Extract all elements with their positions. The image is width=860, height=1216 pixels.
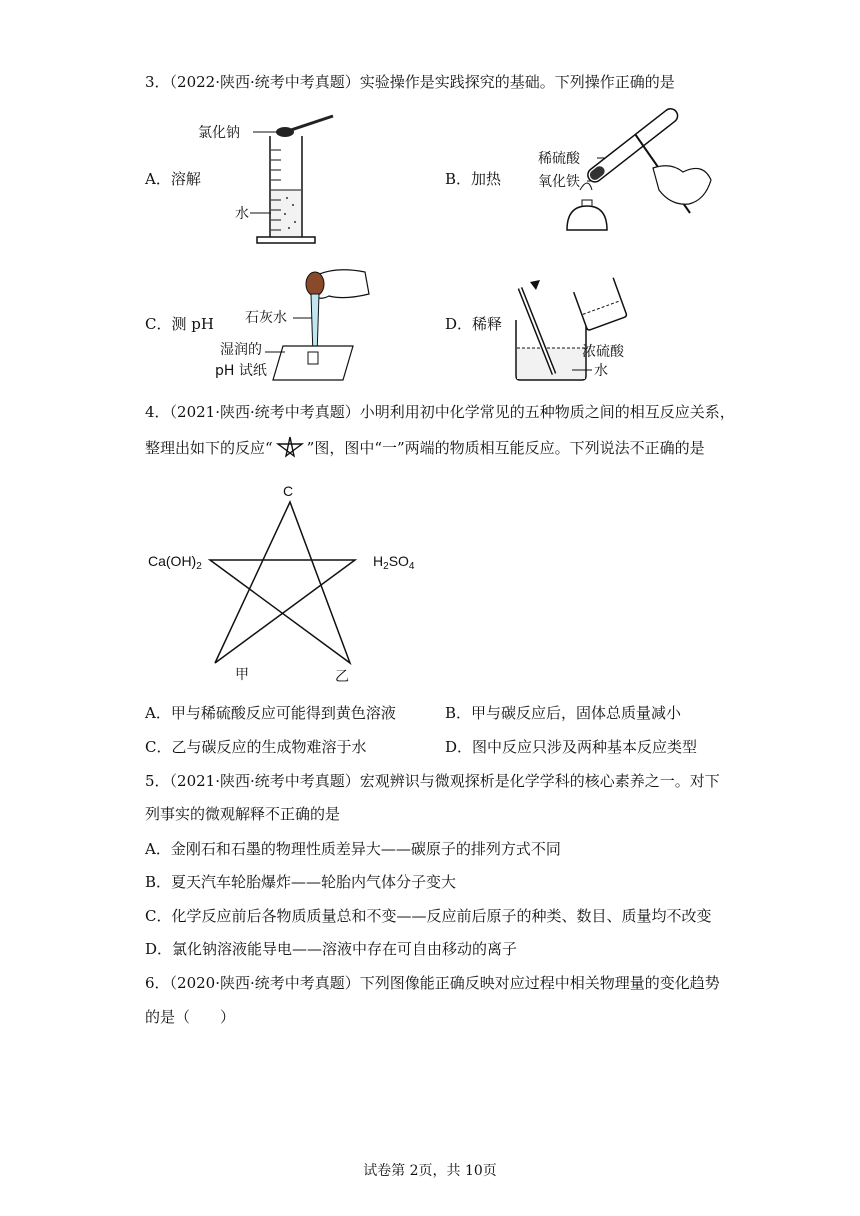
q3-figure-dissolve (195, 110, 355, 250)
q6-stem-line1: 6．（2020·陕西·统考中考真题）下列图像能正确反映对应过程中相关物理量的变化趋势 (145, 974, 720, 992)
q3-option-b: B．加热 (445, 170, 502, 188)
label-limewater: 石灰水 (245, 310, 287, 326)
label-concentrated-sulfuric-acid: 浓硫酸 (582, 344, 624, 360)
q4-stem-line2 (145, 437, 705, 458)
q4-stem-line2-start: 整理出如下的反应“ (145, 439, 273, 457)
q5-option-d: D．氯化钠溶液能导电——溶液中存在可自由移动的离子 (145, 940, 518, 958)
q5-option-c: C．化学反应前后各物质质量总和不变——反应前后原子的种类、数目、质量均不改变 (145, 907, 712, 925)
q4-option-b: B．甲与碳反应后，固体总质量减小 (445, 704, 682, 722)
label-dilute-sulfuric-acid: 稀硫酸 (538, 151, 580, 167)
q5-option-a: A．金刚石和石墨的物理性质差异大——碳原子的排列方式不同 (145, 840, 561, 858)
star-icon (273, 437, 307, 457)
q5-stem-line1: 5．（2021·陕西·统考中考真题）宏观辨识与微观探析是化学学科的核心素养之一。对下 (145, 772, 720, 790)
star-node-bottom-left: 甲 (235, 667, 249, 683)
q3-option-a: A．溶解 (145, 170, 201, 188)
q4-stem-line2-end: ”图，图中“一”两端的物质相互能反应。下列说法不正确的是 (306, 439, 705, 457)
q6-stem-line2: 的是（ ） (145, 1008, 236, 1026)
label-ph-paper: pH 试纸 (215, 363, 267, 379)
q4-reaction-star-diagram (145, 480, 435, 685)
q5-option-b: B．夏天汽车轮胎爆炸——轮胎内气体分子变大 (145, 873, 457, 891)
label-water-d: 水 (594, 363, 608, 379)
q3-figure-dilution (510, 276, 660, 386)
q4-stem-line1: 4．（2021·陕西·统考中考真题）小明利用初中化学常见的五种物质之间的相互反应关系， (145, 403, 735, 421)
label-wet: 湿润的 (220, 342, 262, 358)
label-sodium-chloride: 氯化钠 (198, 125, 240, 141)
page-footer: 试卷第 2页，共 10页 (363, 1163, 497, 1179)
q4-option-c: C．乙与碳反应的生成物难溶于水 (145, 738, 367, 756)
star-node-top: C (283, 483, 294, 499)
label-water-a: 水 (235, 206, 249, 222)
q5-stem-line2: 列事实的微观解释不正确的是 (145, 805, 341, 823)
q4-option-a: A．甲与稀硫酸反应可能得到黄色溶液 (145, 704, 396, 722)
star-node-left: $Ca(OH)_2$ (148, 553, 202, 572)
q3-option-d: D．稀释 (445, 315, 503, 333)
q3-figure-heating (535, 118, 715, 233)
star-node-right: $H_2SO_4$ (373, 553, 415, 572)
q3-figure-ph-test (215, 262, 375, 382)
q3-option-c: C．测 pH (145, 315, 214, 333)
q3-stem: 3．（2022·陕西·统考中考真题）实验操作是实践探究的基础。下列操作正确的是 (145, 73, 675, 91)
label-iron-oxide: 氧化铁 (538, 174, 580, 190)
star-node-bottom-right: 乙 (335, 669, 349, 685)
q4-option-d: D．图中反应只涉及两种基本反应类型 (445, 738, 698, 756)
